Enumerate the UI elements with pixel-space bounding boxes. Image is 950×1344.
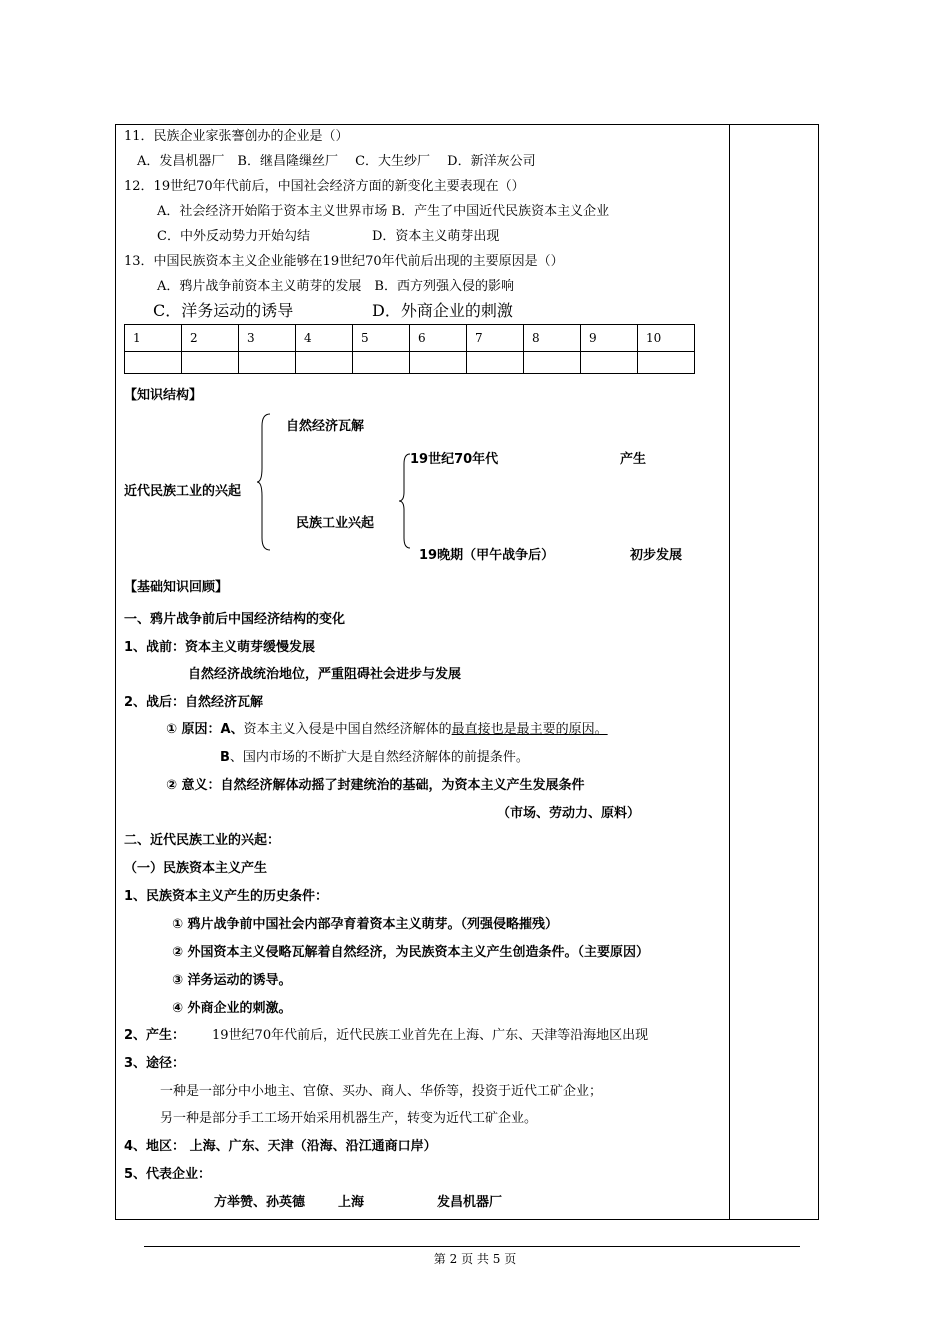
condition-2: ② 外国资本主义侵略瓦解着自然经济，为民族资本主义产生创造条件。（主要原因） <box>172 945 650 960</box>
section-1-item-1: 1、战前：资本主义萌芽缓慢发展 <box>124 640 316 655</box>
answer-cell[interactable] <box>467 352 524 374</box>
cause-b-line <box>220 750 529 766</box>
rep-title: 5、代表企业： <box>124 1167 212 1182</box>
q11-stem: 11．民族企业家张謇创办的企业是（） <box>124 129 349 144</box>
region-line: 4、地区： 上海、广东、天津（沿海、沿江通商口岸） <box>124 1139 437 1154</box>
cause-b-label: B <box>220 750 230 765</box>
section-1-item-1b: 自然经济战统治地位，严重阻碍社会进步与发展 <box>188 667 462 682</box>
footer-divider <box>144 1246 800 1247</box>
rep-people: 方举赞、孙英德 <box>214 1195 306 1210</box>
structure-branch-national-industry: 民族工业兴起 <box>296 516 375 531</box>
structure-root: 近代民族工业的兴起 <box>124 484 242 499</box>
meaning-line: ② 意义：自然经济解体动摇了封建统治的基础，为资本主义产生发展条件 <box>166 778 585 793</box>
birth-text: 19世纪70年代前后，近代民族工业首先在上海、广东、天津等沿海地区出现 <box>212 1028 649 1043</box>
answer-number-cell: 4 <box>296 325 353 352</box>
structure-sub1-result: 产生 <box>620 452 647 467</box>
conditions-title: 1、民族资本主义产生的历史条件： <box>124 889 329 904</box>
margin-column-divider <box>729 124 730 1220</box>
route-2: 另一种是部分手工工场开始采用机器生产，转变为近代工矿企业。 <box>160 1111 538 1126</box>
footer-prefix: 第 <box>433 1252 446 1266</box>
meaning-note: （市场、劳动力、原料） <box>497 806 641 821</box>
answer-number-cell: 6 <box>410 325 467 352</box>
answer-cell[interactable] <box>239 352 296 374</box>
q13-stem: 13．中国民族资本主义企业能够在19世纪70年代前后出现的主要原因是（） <box>124 254 564 269</box>
answer-number-cell: 1 <box>125 325 182 352</box>
answer-cell[interactable] <box>638 352 695 374</box>
answer-table-answer-row <box>125 352 695 374</box>
answer-cell[interactable] <box>353 352 410 374</box>
page-footer <box>0 1250 950 1267</box>
cause-label: ① 原因：A、 <box>166 722 244 737</box>
review-heading: 【基础知识回顾】 <box>124 580 229 595</box>
answer-number-cell: 8 <box>524 325 581 352</box>
route-label: 3、途径： <box>124 1056 186 1071</box>
answer-cell[interactable] <box>410 352 467 374</box>
structure-branch-natural-economy: 自然经济瓦解 <box>286 419 365 434</box>
answer-number-cell: 7 <box>467 325 524 352</box>
answer-table <box>124 324 695 374</box>
condition-4: ④ 外商企业的刺激。 <box>172 1001 292 1016</box>
rep-company: 发昌机器厂 <box>437 1195 503 1210</box>
q13-option-c: C．洋务运动的诱导 <box>153 301 294 320</box>
knowledge-structure-heading: 【知识结构】 <box>124 388 203 403</box>
route-1: 一种是一部分中小地主、官僚、买办、商人、华侨等，投资于近代工矿企业； <box>160 1084 603 1099</box>
structure-sub2-time: 19晚期（甲午战争后） <box>419 548 555 563</box>
cause-a-underlined: 最直接也是最主要的原因。 <box>451 722 608 737</box>
section-1-item-2: 2、战后：自然经济瓦解 <box>124 695 264 710</box>
footer-suffix: 页 <box>504 1252 517 1266</box>
q12-stem: 12．19世纪70年代前后，中国社会经济方面的新变化主要表现在（） <box>124 179 525 194</box>
answer-number-cell: 10 <box>638 325 695 352</box>
answer-cell[interactable] <box>125 352 182 374</box>
brace-root-icon <box>256 412 272 552</box>
footer-total-pages: 5 <box>492 1252 501 1266</box>
structure-sub1-time: 19世纪70年代 <box>410 452 499 467</box>
section-2-title: 二、近代民族工业的兴起： <box>124 833 281 848</box>
section-1-title: 一、鸦片战争前后中国经济结构的变化 <box>124 612 346 627</box>
cause-b-text: 、国内市场的不断扩大是自然经济解体的前提条件。 <box>229 750 529 765</box>
q13-option-d: D．外商企业的刺激 <box>372 301 513 320</box>
cause-a-text: 资本主义入侵是中国自然经济解体的 <box>243 722 452 737</box>
answer-cell[interactable] <box>524 352 581 374</box>
footer-middle: 页 共 <box>461 1252 489 1266</box>
answer-cell[interactable] <box>296 352 353 374</box>
section-2-subtitle: （一）民族资本主义产生 <box>124 861 268 876</box>
cause-a-line <box>166 722 608 738</box>
answer-number-cell: 5 <box>353 325 410 352</box>
q12-option-c: C．中外反动势力开始勾结 <box>157 229 310 244</box>
answer-cell[interactable] <box>182 352 239 374</box>
answer-cell[interactable] <box>581 352 638 374</box>
q12-options-ab: A．社会经济开始陷于资本主义世界市场 B．产生了中国近代民族资本主义企业 <box>157 204 610 219</box>
q12-option-d: D．资本主义萌芽出现 <box>372 229 500 244</box>
answer-number-cell: 3 <box>239 325 296 352</box>
q11-options: A．发昌机器厂 B．继昌隆缫丝厂 C．大生纱厂 D．新洋灰公司 <box>137 154 536 169</box>
q13-options-ab: A．鸦片战争前资本主义萌芽的发展 B．西方列强入侵的影响 <box>157 279 514 294</box>
answer-table-header-row <box>125 325 695 352</box>
condition-3: ③ 洋务运动的诱导。 <box>172 973 292 988</box>
rep-city: 上海 <box>338 1195 365 1210</box>
condition-1: ① 鸦片战争前中国社会内部孕育着资本主义萌芽。（列强侵略摧残） <box>172 917 559 932</box>
answer-number-cell: 2 <box>182 325 239 352</box>
answer-number-cell: 9 <box>581 325 638 352</box>
footer-page-number: 2 <box>449 1252 458 1266</box>
structure-sub2-result: 初步发展 <box>630 548 683 563</box>
birth-label: 2、产生： <box>124 1028 186 1043</box>
